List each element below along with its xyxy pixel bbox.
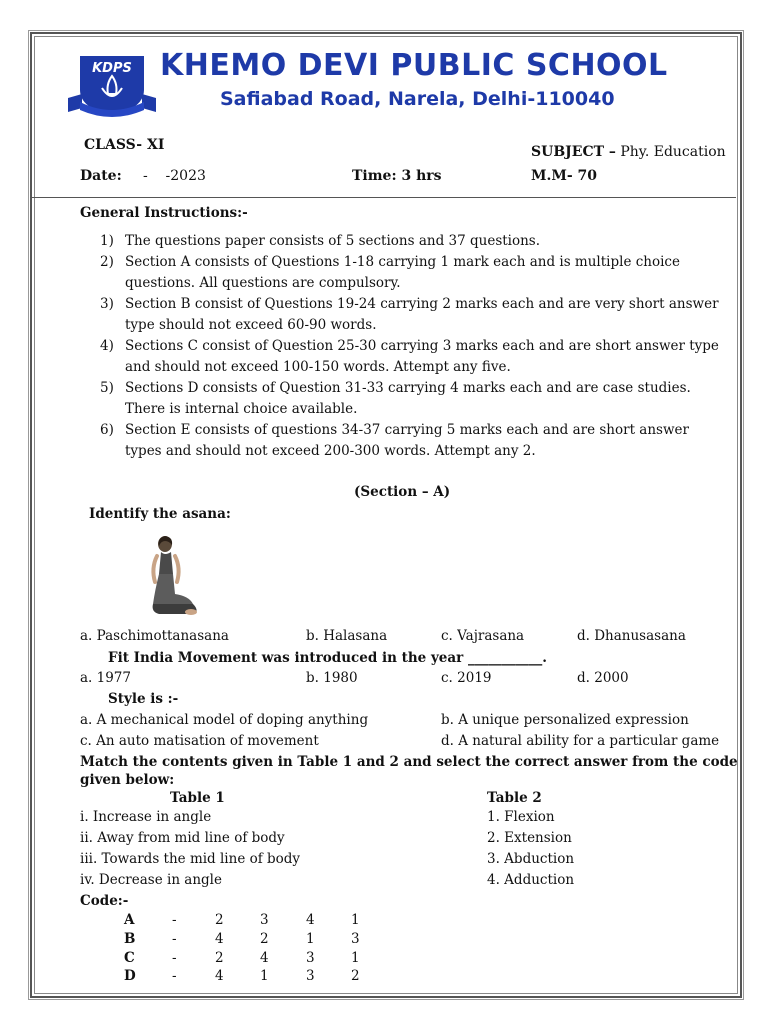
time-label: Time: 3 hrs <box>352 168 442 184</box>
table1-item: ii. Away from mid line of body <box>80 830 285 846</box>
subject-value: Phy. Education <box>620 144 726 160</box>
code-row: D - 4 1 3 2 <box>124 968 360 984</box>
code-row: A - 2 3 4 1 <box>124 912 360 928</box>
table2-item: 4. Adduction <box>487 872 575 888</box>
school-name: KHEMO DEVI PUBLIC SCHOOL <box>160 48 668 83</box>
instruction-item: 3) Section B consist of Questions 19-24 carrying 2 marks each and are very short answer type should not exceed 60-90 words. <box>100 296 719 333</box>
q1-question: Identify the asana: <box>89 506 231 522</box>
class-label: CLASS- XI <box>84 137 165 153</box>
instruction-item: 4) Sections C consist of Question 25-30 carrying 3 marks each and are short answer type and should not exceed 100-150 words. Attempt any five. <box>100 338 719 375</box>
table1-item: iii. Towards the mid line of body <box>80 851 301 867</box>
q4-question-line2: given below: <box>80 772 175 788</box>
q1-option-d: d. Dhanusasana <box>577 628 686 644</box>
instruction-item: 1) The questions paper consists of 5 sections and 37 questions. <box>100 233 541 249</box>
q3-option-a: a. A mechanical model of doping anything <box>80 712 369 728</box>
code-row: C - 2 4 3 1 <box>124 950 360 966</box>
q2-option-d: d. 2000 <box>577 670 629 686</box>
subject-label: SUBJECT – <box>531 144 616 160</box>
instructions-title: General Instructions:- <box>80 205 248 221</box>
q1-option-c: c. Vajrasana <box>441 628 525 644</box>
q1-option-b: b. Halasana <box>306 628 388 644</box>
table2-item: 2. Extension <box>487 830 572 846</box>
table2-item: 1. Flexion <box>487 809 555 825</box>
date-label: Date: <box>80 168 122 184</box>
q3-question: Style is :- <box>108 691 179 707</box>
subject-line <box>531 144 726 160</box>
max-marks: M.M- 70 <box>531 168 598 184</box>
logo-text: KDPS <box>92 61 132 76</box>
instruction-item: 2) Section A consists of Questions 1-18 carrying 1 mark each and is multiple choice questions. All questions are compulsory. <box>100 254 680 291</box>
q2-option-c: c. 2019 <box>441 670 492 686</box>
table2-item: 3. Abduction <box>487 851 575 867</box>
code-title: Code:- <box>80 893 129 909</box>
q3-option-c: c. An auto matisation of movement <box>80 733 319 749</box>
q3-option-b: b. A unique personalized expression <box>441 712 689 728</box>
q2-option-b: b. 1980 <box>306 670 358 686</box>
table2-title: Table 2 <box>487 790 542 806</box>
q3-option-d: d. A natural ability for a particular game <box>441 733 720 749</box>
school-address: Safiabad Road, Narela, Delhi-110040 <box>220 88 615 110</box>
instruction-item: 5) Sections D consists of Question 31-33 carrying 4 marks each and are case studies. There is internal choice available. <box>100 380 691 417</box>
code-row: B - 4 2 1 3 <box>124 931 360 947</box>
q4-question-line1: Match the contents given in Table 1 and 2 and select the correct answer from the code <box>80 754 738 770</box>
header-divider <box>32 197 736 198</box>
q2-option-a: a. 1977 <box>80 670 131 686</box>
section-a-title: (Section – A) <box>354 484 451 500</box>
school-logo-icon <box>66 52 158 120</box>
table1-item: iv. Decrease in angle <box>80 872 222 888</box>
q1-option-a: a. Paschimottanasana <box>80 628 229 644</box>
vajrasana-figure-icon <box>145 534 201 618</box>
table1-item: i. Increase in angle <box>80 809 212 825</box>
instruction-item: 6) Section E consists of questions 34-37 carrying 5 marks each and are short answer types and should not exceed 200-300 words. Attempt any 2. <box>100 422 689 459</box>
q2-question: Fit India Movement was introduced in the year ___________. <box>108 650 547 666</box>
table1-title: Table 1 <box>170 790 225 806</box>
date-value: - -2023 <box>143 168 206 184</box>
